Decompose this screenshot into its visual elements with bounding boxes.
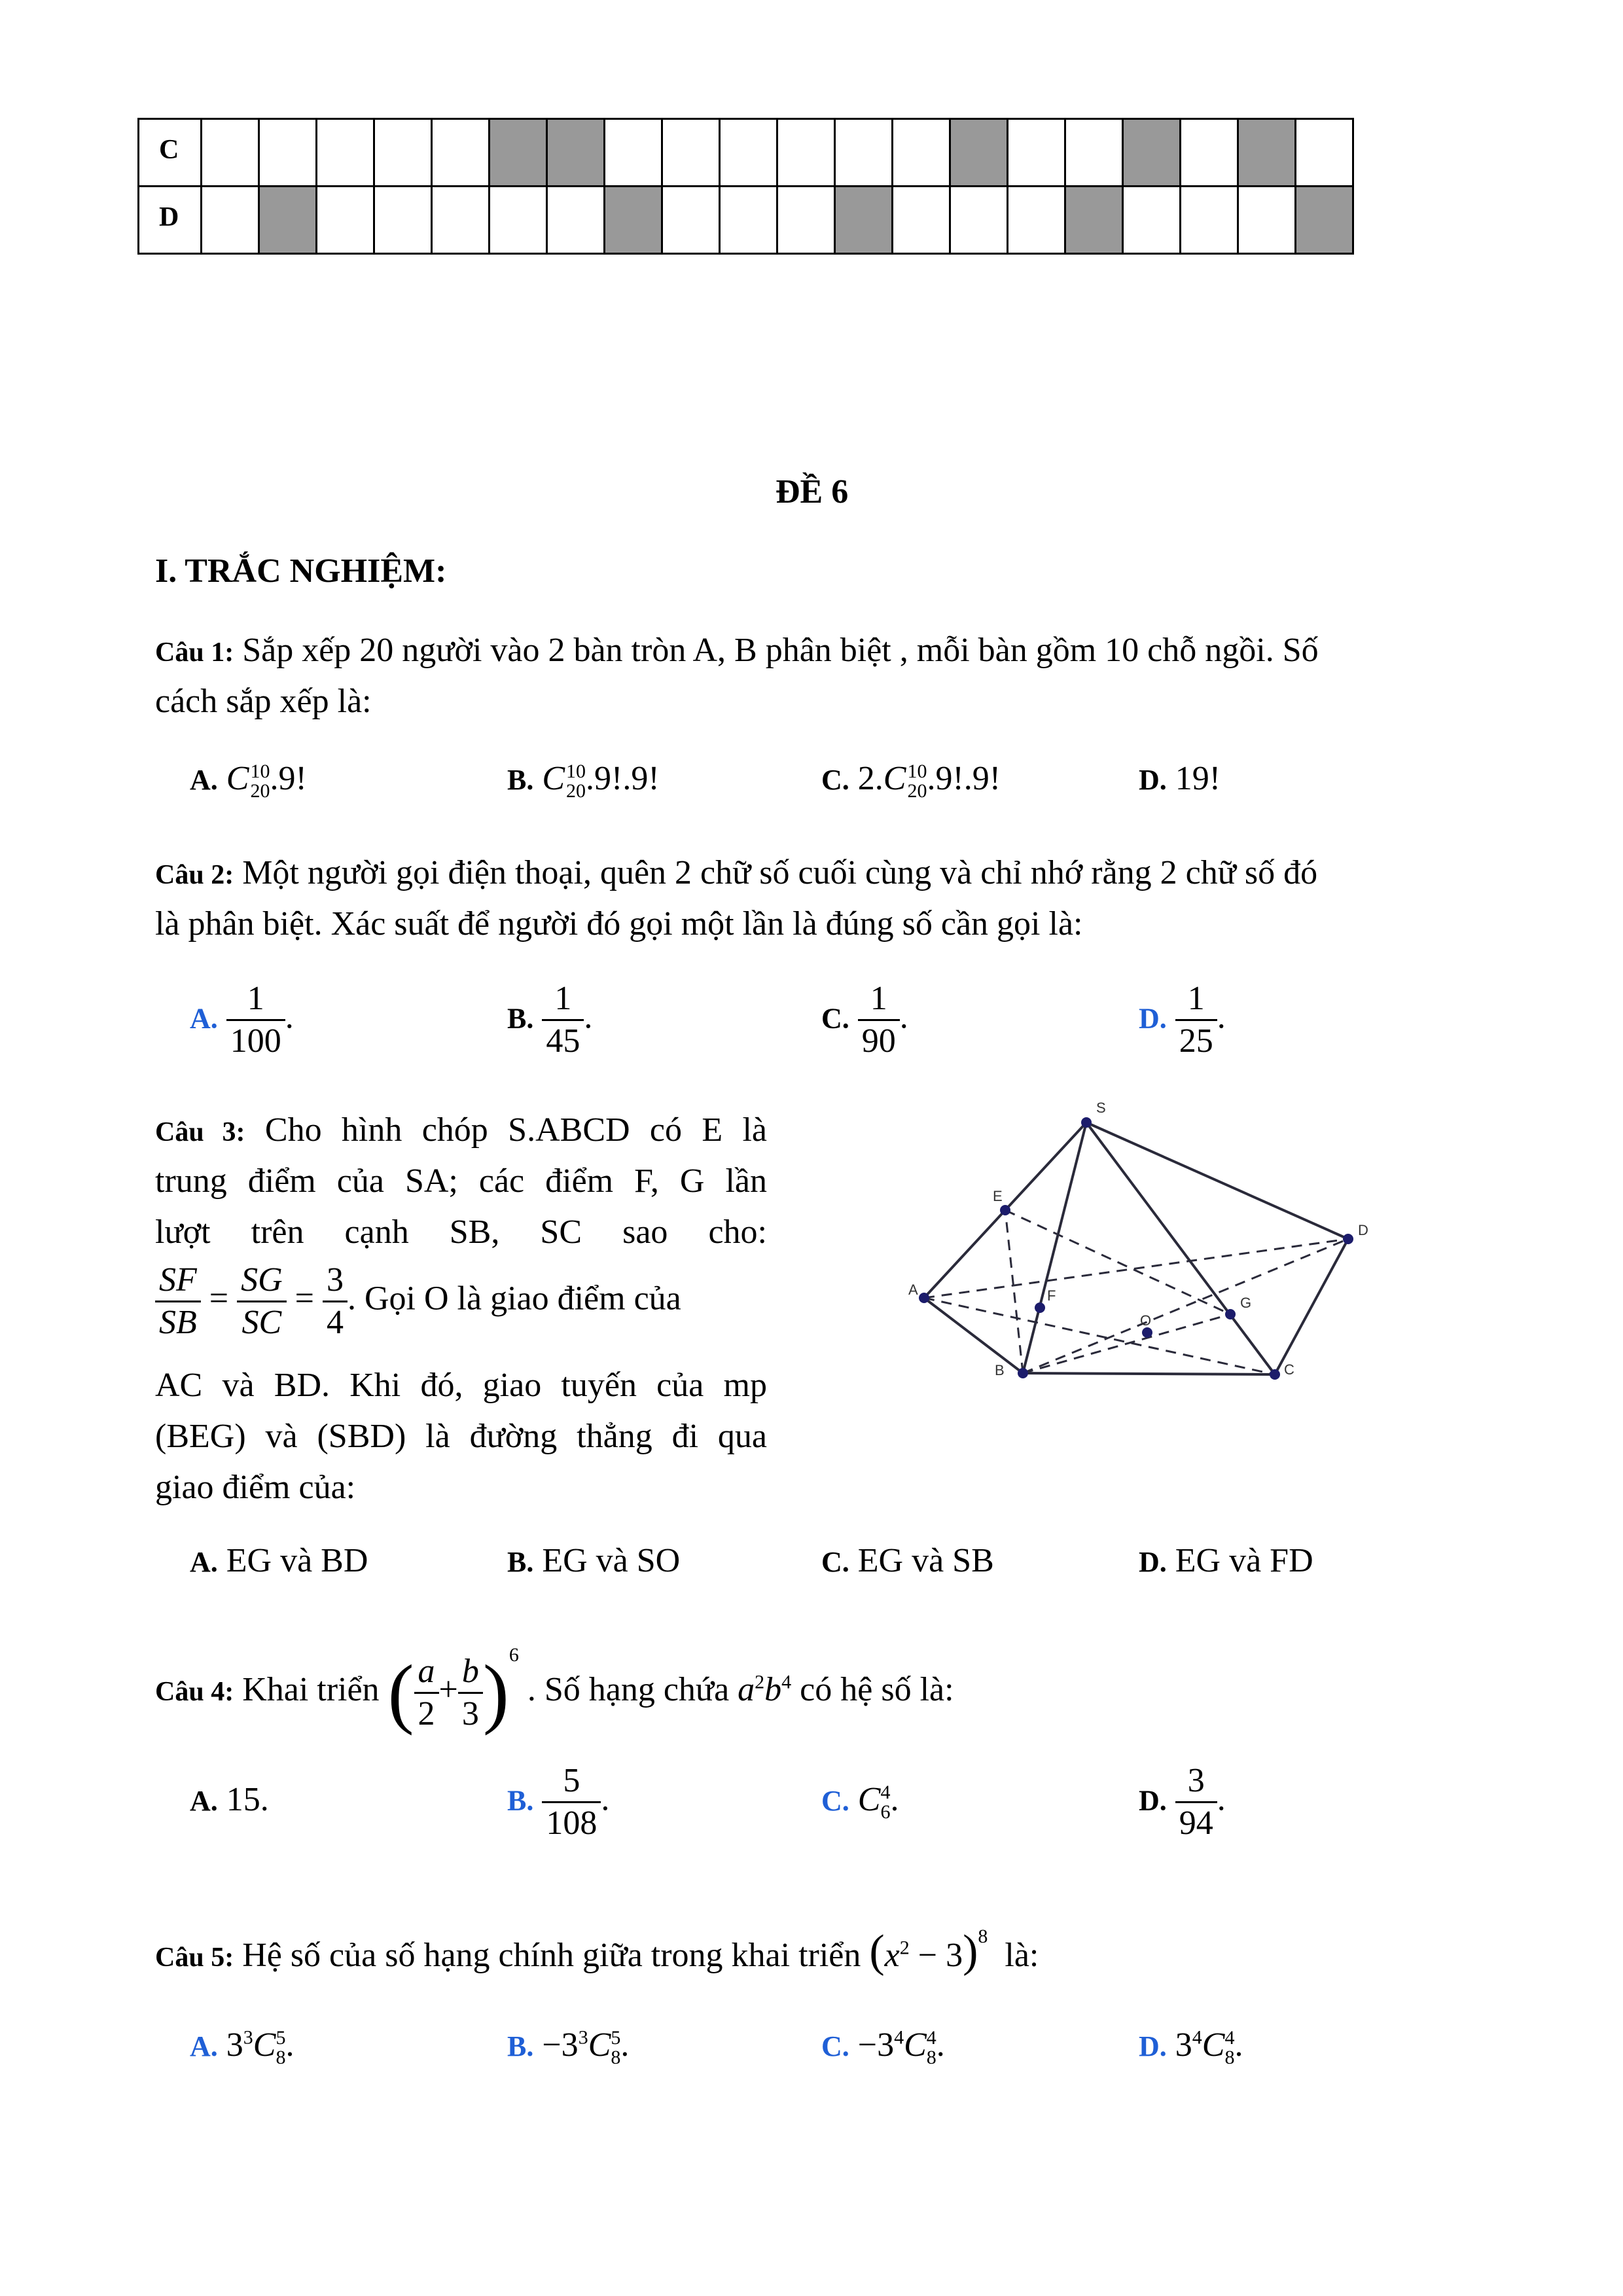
q4-option-a[interactable]: A. 15. [190, 1781, 269, 1818]
q3-line-6: (BEG) và (SBD) là đường thẳng đi qua [155, 1418, 767, 1455]
grid-cell [202, 119, 259, 187]
edge-BC [1023, 1373, 1275, 1374]
q3-option-d[interactable]: D. EG và FD [1139, 1542, 1313, 1579]
grid-cell-filled [1238, 119, 1296, 187]
q4-option-d[interactable]: D. $\frac{3}{94}$ . [1139, 1762, 1226, 1842]
grid-cell [1065, 119, 1123, 187]
pyramid-figure [903, 1100, 1400, 1401]
question-2-cont: là phân biệt. Xác suất để người đó gọi một lần là đúng số cần gọi là: [155, 905, 1083, 942]
svg-text:O: O [1140, 1312, 1152, 1329]
grid-cell [374, 187, 432, 254]
grid-cell [547, 187, 605, 254]
grid-cell [777, 187, 835, 254]
edge-AD [924, 1239, 1348, 1298]
q1-option-c[interactable]: C. 2.C 10 20 .9!.9! [821, 760, 1001, 802]
grid-row [139, 119, 1353, 187]
diag-BD [1023, 1239, 1348, 1373]
svg-text:F: F [1047, 1287, 1056, 1304]
svg-text:D: D [1358, 1222, 1368, 1238]
q3-line-7: giao điểm của: [155, 1469, 356, 1506]
grid-cell [1181, 119, 1238, 187]
grid-cell [893, 187, 950, 254]
grid-cell [835, 119, 893, 187]
q2-option-c[interactable]: C. $\frac{1}{90}$ . [821, 980, 908, 1060]
q3-line-5: AC và BD. Khi đó, giao tuyến của mp [155, 1367, 767, 1404]
q1-option-d[interactable]: D. 19! [1139, 760, 1221, 797]
grid-cell-filled [1296, 187, 1353, 254]
grid-row [139, 187, 1353, 254]
grid-cell [605, 119, 662, 187]
svg-text:E: E [993, 1188, 1003, 1204]
grid-cell [259, 119, 317, 187]
grid-cell [950, 187, 1008, 254]
question-1-cont: cách sắp xếp là: [155, 683, 372, 720]
grid-cell [432, 187, 490, 254]
q3-line-2: trung điểm của SA; các điểm F, G lần [155, 1162, 767, 1200]
grid-cell [777, 119, 835, 187]
q5-option-b[interactable]: B. $-3^3C$ 5 8 . [507, 2026, 630, 2069]
grid-cell [317, 119, 374, 187]
q5-option-d[interactable]: D. $3^4C$ 4 8 . [1139, 2026, 1243, 2069]
grid-cell [1008, 119, 1065, 187]
grid-cell-filled [1123, 119, 1181, 187]
grid-cell [317, 187, 374, 254]
grid-cell [490, 187, 547, 254]
exam-title: ĐỀ 6 [776, 473, 849, 511]
question-4: Câu 4: Khai triển ( $\frac{a}{2}$ + $\frac{b}{3}$ )$^6$ . Số hạng chứa $a^2b^4$ có hệ số là: [155, 1644, 954, 1736]
edge-AB [924, 1298, 1023, 1373]
question-3: Câu 3: Cho hình chóp S.ABCD có E là [155, 1111, 767, 1149]
svg-text:A: A [908, 1282, 918, 1298]
svg-text:G: G [1240, 1295, 1252, 1311]
question-5: Câu 5: Hệ số của số hạng chính giữa trong khai triển $(x^2 - 3)^8$ là: [155, 1926, 1039, 1977]
grid-cell [662, 187, 720, 254]
grid-cell-filled [950, 119, 1008, 187]
grid-row-label: D [139, 187, 202, 254]
grid-cell [1008, 187, 1065, 254]
grid-cell [374, 119, 432, 187]
edge-SD [1086, 1122, 1348, 1239]
q2-option-a[interactable]: A. $\frac{1}{100}$ . [190, 980, 294, 1060]
section-title: I. TRẮC NGHIỆM: [155, 552, 447, 590]
q5-option-a[interactable]: A. $3^3C$ 5 8 . [190, 2026, 294, 2069]
svg-text:C: C [1284, 1361, 1294, 1378]
grid-cell-filled [1065, 187, 1123, 254]
grid-cell [893, 119, 950, 187]
grid-cell [1181, 187, 1238, 254]
grid-cell [662, 119, 720, 187]
grid-cell-filled [259, 187, 317, 254]
edge-SB [1023, 1122, 1086, 1373]
grid-cell-filled [490, 119, 547, 187]
q4-option-c[interactable]: C. C 4 6 . [821, 1781, 899, 1823]
seg-BE [1005, 1210, 1023, 1373]
grid-cell [1238, 187, 1296, 254]
grid-cell-filled [547, 119, 605, 187]
svg-text:B: B [995, 1362, 1005, 1378]
edge-SC [1086, 1122, 1275, 1374]
seg-EG [1005, 1210, 1230, 1314]
q4-option-b[interactable]: B. $\frac{5}{108}$ . [507, 1762, 610, 1842]
grid-cell [1296, 119, 1353, 187]
grid-cell-filled [835, 187, 893, 254]
grid-cell [720, 187, 777, 254]
q1-option-a[interactable]: A. C 10 20 .9! [190, 760, 307, 802]
grid-cell [1123, 187, 1181, 254]
diag-AC [924, 1298, 1275, 1374]
seg-BG [1023, 1314, 1230, 1373]
grid-cell-filled [605, 187, 662, 254]
answer-grid [137, 118, 1354, 255]
q3-option-a[interactable]: A. EG và BD [190, 1542, 368, 1579]
q5-option-c[interactable]: C. $-3^4C$ 4 8 . [821, 2026, 945, 2069]
svg-text:S: S [1096, 1100, 1106, 1116]
q3-line-3: lượt trên cạnh SB, SC sao cho: [155, 1213, 767, 1251]
q2-option-b[interactable]: B. $\frac{1}{45}$ . [507, 980, 593, 1060]
grid-cell [202, 187, 259, 254]
q3-option-b[interactable]: B. EG và SO [507, 1542, 681, 1579]
q3-option-c[interactable]: C. EG và SB [821, 1542, 994, 1579]
grid-cell [432, 119, 490, 187]
question-1: Câu 1: Sắp xếp 20 người vào 2 bàn tròn A, B phân biệt , mỗi bàn gồm 10 chỗ ngồi. Số [155, 632, 1319, 669]
q3-line-4: $\frac{SF}{SB}$ = $\frac{SG}{SC}$ = $\frac{3}{4}$ . Gọi O là giao điểm của [155, 1260, 767, 1343]
grid-cell [720, 119, 777, 187]
q1-option-b[interactable]: B. C 10 20 .9!.9! [507, 760, 660, 802]
q2-option-d[interactable]: D. $\frac{1}{25}$ . [1139, 980, 1226, 1060]
question-2: Câu 2: Một người gọi điện thoại, quên 2 chữ số cuối cùng và chỉ nhớ rằng 2 chữ số đó [155, 854, 1318, 891]
grid-row-label: C [139, 119, 202, 187]
edge-CD [1275, 1239, 1348, 1374]
